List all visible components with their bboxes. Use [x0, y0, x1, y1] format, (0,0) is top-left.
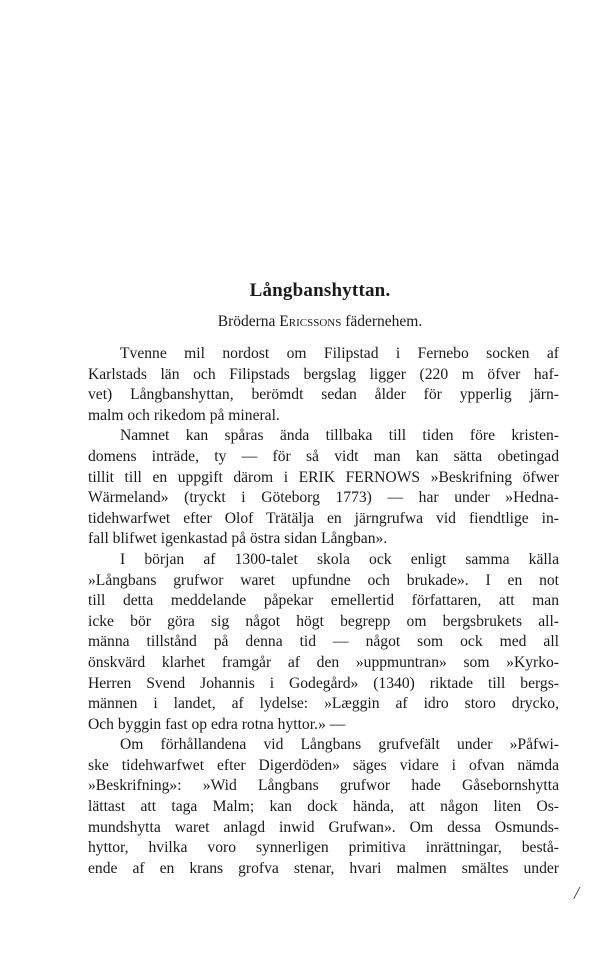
margin-mark: / [574, 883, 580, 903]
text-line: vet) Långbanshyttan, berömdt sedan ålder för ypperlig järn- [88, 386, 559, 404]
text-line: domens inträde, ty — för så vidt man kan sätta obetingad [88, 447, 559, 465]
text-line: till detta meddelande påpekar emellertid författaren, att man [88, 592, 559, 610]
page-subtitle [0, 313, 600, 331]
text-line: malm och rikedom på mineral. [88, 406, 280, 424]
text-line: lättast att taga Malm; kan dock hända, att någon liten Os- [88, 798, 559, 816]
subtitle-name: Ericssons [279, 313, 342, 330]
text-line: icke bör göra sig något högt begrepp om bergsbrukets all- [88, 612, 559, 630]
text-line: ske tidehwarfwet efter Digerdöden» säges vidare i ofvan nämda [88, 756, 559, 774]
subtitle-prefix: Bröderna [217, 313, 280, 330]
text-line: Om förhållandena vid Långbans grufvefält under »Påfwi- [120, 736, 559, 754]
text-line: Och byggin fast op edra rotna hyttor.» — [88, 715, 346, 733]
text-line: Herren Svend Johannis i Godegård» (1340) riktade till bergs- [88, 674, 559, 692]
text-line: tillit till en uppgift därom i ERIK FERNOWS »Beskrifning öfwer [88, 468, 559, 486]
text-line: tidehwarfwet efter Olof Trätälja en järngrufwa vid fiendtlige in- [88, 509, 559, 527]
text-line: »Beskrifning»: »Wid Långbans grufwor hade Gåsebornshytta [88, 777, 559, 795]
body-text [88, 344, 559, 879]
text-line: Wärmeland» (tryckt i Göteborg 1773) — har under »Hedna- [88, 489, 559, 507]
text-line: önskvärd klarhet framgår af den »uppmuntran» som »Kyrko- [88, 653, 559, 671]
text-line: fall blifwet igenkastad på östra sidan Långban». [88, 530, 388, 548]
text-line: Namnet kan spåras ända tillbaka till tiden före kristen- [120, 427, 559, 445]
text-line: I början af 1300-talet skola ock enligt samma källa [120, 550, 559, 568]
page-title: Långbanshyttan. [249, 280, 391, 301]
text-line: Karlstads län och Filipstads bergslag ligger (220 m öfver haf- [88, 365, 559, 383]
text-line: hyttor, hvilka voro synnerligen primitiva inrättningar, bestå- [88, 839, 559, 857]
text-line: männa tillstånd på denna tid — något som ock med all [88, 633, 559, 651]
subtitle-suffix: fädernehem. [341, 313, 423, 330]
text-line: Tvenne mil nordost om Filipstad i Fernebo socken af [120, 345, 559, 362]
text-line: ende af en krans grofva stenar, hvari malmen smältes under [88, 859, 559, 877]
text-line: mundshytta waret anlagd inwid Grufwan». Om dessa Osmunds- [88, 818, 559, 836]
text-line: männen i landet, af lydelse: »Læggin af idro storo drycko, [88, 695, 559, 713]
text-line: »Långbans grufwor waret upfundne och brukade». I en not [88, 571, 559, 589]
